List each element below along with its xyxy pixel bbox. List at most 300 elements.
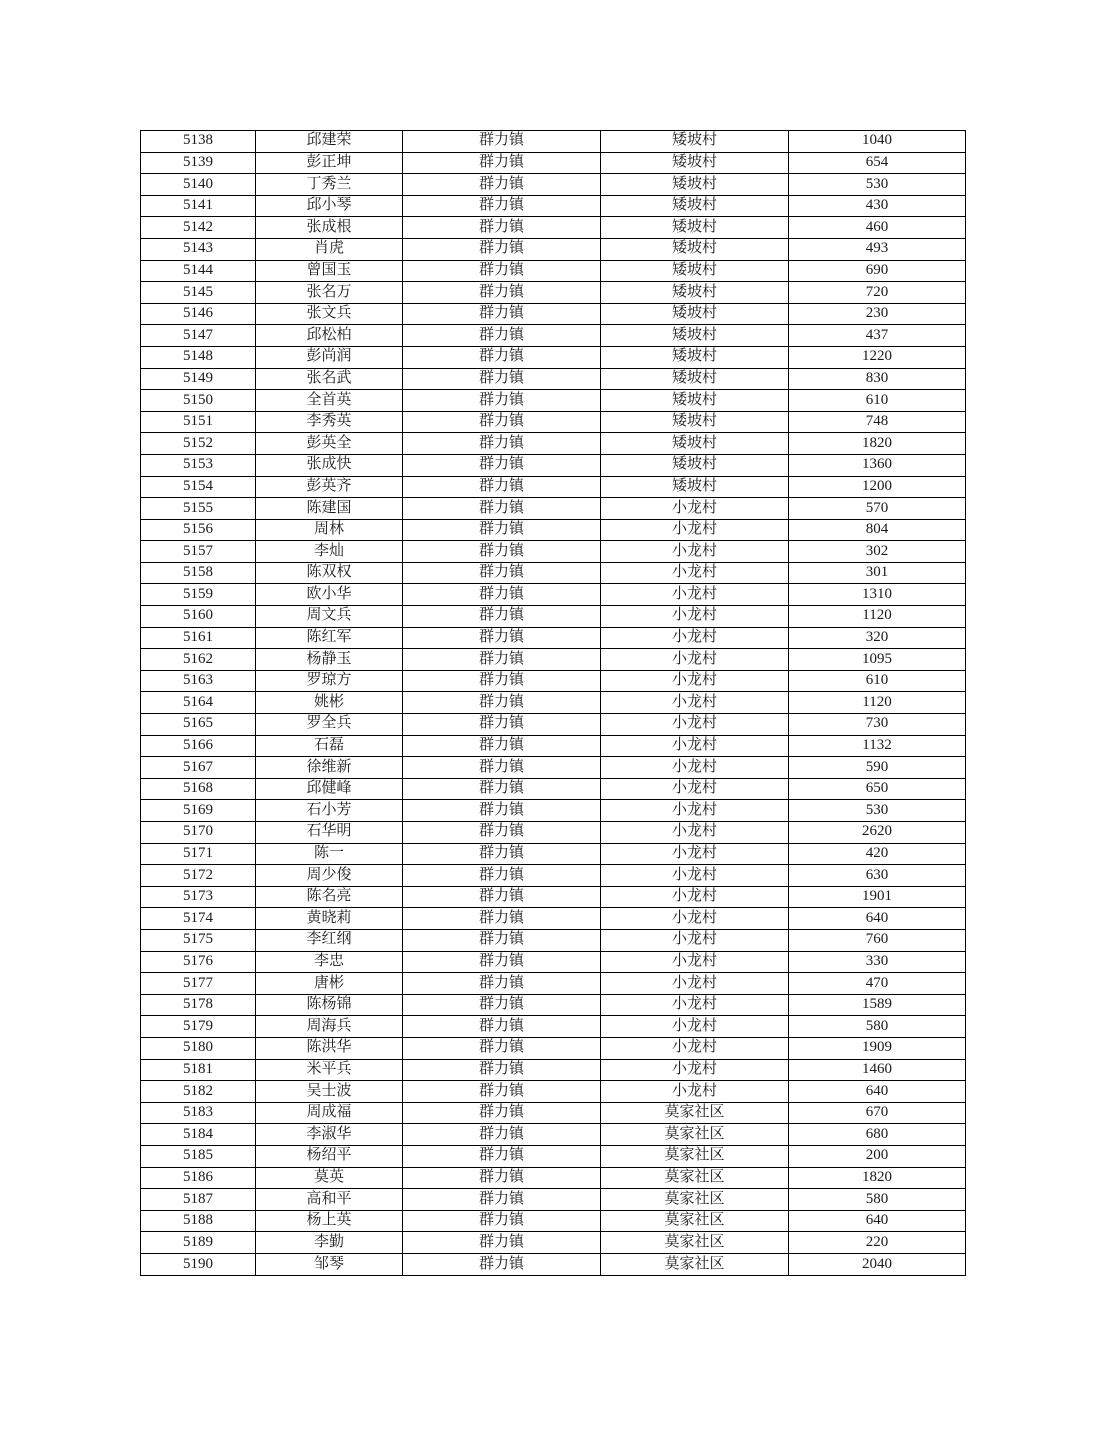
table-cell-village: 矮坡村 (601, 325, 789, 347)
table-cell-name: 曾国玉 (256, 260, 403, 282)
table-cell-amount: 2620 (789, 822, 966, 844)
table-row (141, 778, 966, 800)
table-cell-id: 5153 (141, 454, 256, 476)
table-cell-village: 莫家社区 (601, 1232, 789, 1254)
table-cell-name: 陈红军 (256, 627, 403, 649)
table-cell-name: 罗全兵 (256, 714, 403, 736)
table-cell-town: 群力镇 (403, 1016, 601, 1038)
table-cell-town: 群力镇 (403, 973, 601, 995)
table-cell-id: 5163 (141, 670, 256, 692)
table-row (141, 865, 966, 887)
table-cell-village: 矮坡村 (601, 390, 789, 412)
table-cell-id: 5169 (141, 800, 256, 822)
table-cell-amount: 1820 (789, 1167, 966, 1189)
table-cell-amount: 302 (789, 541, 966, 563)
table-cell-town: 群力镇 (403, 1253, 601, 1275)
table-cell-village: 小龙村 (601, 886, 789, 908)
table-row (141, 1189, 966, 1211)
table-cell-name: 杨绍平 (256, 1145, 403, 1167)
table-cell-town: 群力镇 (403, 886, 601, 908)
table-cell-town: 群力镇 (403, 1167, 601, 1189)
table-row (141, 562, 966, 584)
table-cell-id: 5189 (141, 1232, 256, 1254)
table-cell-amount: 1310 (789, 584, 966, 606)
table-cell-town: 群力镇 (403, 238, 601, 260)
table-cell-id: 5159 (141, 584, 256, 606)
table-cell-town: 群力镇 (403, 1145, 601, 1167)
table-cell-village: 小龙村 (601, 735, 789, 757)
table-cell-name: 陈杨锦 (256, 994, 403, 1016)
table-cell-name: 周少俊 (256, 865, 403, 887)
table-cell-name: 周海兵 (256, 1016, 403, 1038)
table-cell-id: 5186 (141, 1167, 256, 1189)
table-cell-town: 群力镇 (403, 1210, 601, 1232)
table-cell-village: 小龙村 (601, 929, 789, 951)
table-cell-amount: 640 (789, 908, 966, 930)
table-row (141, 1037, 966, 1059)
table-cell-amount: 670 (789, 1102, 966, 1124)
table-cell-id: 5160 (141, 606, 256, 628)
table-cell-village: 莫家社区 (601, 1189, 789, 1211)
table-cell-village: 小龙村 (601, 692, 789, 714)
table-cell-village: 小龙村 (601, 627, 789, 649)
table-cell-village: 小龙村 (601, 994, 789, 1016)
table-cell-name: 周成福 (256, 1102, 403, 1124)
table-row (141, 152, 966, 174)
document-sheet (140, 130, 965, 1276)
table-cell-id: 5149 (141, 368, 256, 390)
table-cell-name: 全首英 (256, 390, 403, 412)
table-cell-amount: 1220 (789, 346, 966, 368)
table-cell-amount: 1040 (789, 131, 966, 153)
table-cell-village: 莫家社区 (601, 1124, 789, 1146)
table-cell-village: 矮坡村 (601, 454, 789, 476)
table-cell-amount: 610 (789, 390, 966, 412)
table-cell-id: 5179 (141, 1016, 256, 1038)
table-row (141, 476, 966, 498)
table-cell-name: 张名武 (256, 368, 403, 390)
table-row (141, 1102, 966, 1124)
table-cell-town: 群力镇 (403, 562, 601, 584)
table-cell-amount: 200 (789, 1145, 966, 1167)
table-cell-name: 彭英全 (256, 433, 403, 455)
table-row (141, 303, 966, 325)
table-cell-village: 矮坡村 (601, 217, 789, 239)
table-cell-name: 张成根 (256, 217, 403, 239)
table-cell-name: 张文兵 (256, 303, 403, 325)
table-cell-town: 群力镇 (403, 174, 601, 196)
table-row (141, 951, 966, 973)
table-cell-id: 5154 (141, 476, 256, 498)
table-cell-id: 5147 (141, 325, 256, 347)
table-cell-id: 5181 (141, 1059, 256, 1081)
table-cell-id: 5138 (141, 131, 256, 153)
table-cell-town: 群力镇 (403, 822, 601, 844)
table-cell-village: 莫家社区 (601, 1210, 789, 1232)
table-cell-id: 5161 (141, 627, 256, 649)
table-cell-name: 邱健峰 (256, 778, 403, 800)
table-row (141, 670, 966, 692)
table-cell-id: 5139 (141, 152, 256, 174)
table-cell-amount: 1589 (789, 994, 966, 1016)
table-cell-village: 小龙村 (601, 714, 789, 736)
table-cell-village: 莫家社区 (601, 1253, 789, 1275)
table-row (141, 195, 966, 217)
table-cell-name: 李勤 (256, 1232, 403, 1254)
table-cell-id: 5157 (141, 541, 256, 563)
table-cell-id: 5140 (141, 174, 256, 196)
table-cell-name: 丁秀兰 (256, 174, 403, 196)
table-cell-town: 群力镇 (403, 1189, 601, 1211)
table-cell-town: 群力镇 (403, 951, 601, 973)
table-cell-town: 群力镇 (403, 865, 601, 887)
table-cell-village: 小龙村 (601, 584, 789, 606)
table-cell-id: 5143 (141, 238, 256, 260)
table-row (141, 368, 966, 390)
table-cell-village: 小龙村 (601, 498, 789, 520)
table-cell-amount: 530 (789, 174, 966, 196)
table-cell-name: 石小芳 (256, 800, 403, 822)
table-cell-id: 5171 (141, 843, 256, 865)
table-row (141, 433, 966, 455)
table-cell-village: 小龙村 (601, 865, 789, 887)
table-cell-town: 群力镇 (403, 411, 601, 433)
table-cell-id: 5170 (141, 822, 256, 844)
table-cell-id: 5141 (141, 195, 256, 217)
table-cell-village: 矮坡村 (601, 174, 789, 196)
table-cell-name: 唐彬 (256, 973, 403, 995)
table-cell-amount: 437 (789, 325, 966, 347)
table-row (141, 843, 966, 865)
table-row (141, 260, 966, 282)
table-cell-name: 张名万 (256, 282, 403, 304)
table-cell-name: 彭尚润 (256, 346, 403, 368)
table-cell-name: 姚彬 (256, 692, 403, 714)
table-cell-town: 群力镇 (403, 606, 601, 628)
table-cell-id: 5187 (141, 1189, 256, 1211)
table-cell-name: 李红纲 (256, 929, 403, 951)
table-cell-village: 矮坡村 (601, 476, 789, 498)
table-cell-name: 陈洪华 (256, 1037, 403, 1059)
table-cell-amount: 1360 (789, 454, 966, 476)
table-cell-name: 杨上英 (256, 1210, 403, 1232)
table-cell-name: 陈一 (256, 843, 403, 865)
table-cell-amount: 730 (789, 714, 966, 736)
table-row (141, 1167, 966, 1189)
table-cell-amount: 580 (789, 1189, 966, 1211)
table-cell-amount: 1901 (789, 886, 966, 908)
table-row (141, 1210, 966, 1232)
table-cell-amount: 650 (789, 778, 966, 800)
table-cell-id: 5150 (141, 390, 256, 412)
table-cell-name: 李淑华 (256, 1124, 403, 1146)
data-table (140, 130, 966, 1276)
table-cell-amount: 640 (789, 1081, 966, 1103)
table-cell-id: 5172 (141, 865, 256, 887)
table-cell-village: 小龙村 (601, 1037, 789, 1059)
table-cell-amount: 1200 (789, 476, 966, 498)
table-row (141, 800, 966, 822)
table-cell-town: 群力镇 (403, 735, 601, 757)
table-cell-amount: 830 (789, 368, 966, 390)
table-cell-name: 肖虎 (256, 238, 403, 260)
table-row (141, 692, 966, 714)
table-cell-amount: 220 (789, 1232, 966, 1254)
table-cell-town: 群力镇 (403, 994, 601, 1016)
table-row (141, 541, 966, 563)
table-cell-town: 群力镇 (403, 843, 601, 865)
table-cell-village: 矮坡村 (601, 411, 789, 433)
table-cell-amount: 804 (789, 519, 966, 541)
table-cell-town: 群力镇 (403, 433, 601, 455)
table-cell-amount: 420 (789, 843, 966, 865)
table-cell-town: 群力镇 (403, 346, 601, 368)
table-cell-amount: 748 (789, 411, 966, 433)
table-cell-village: 矮坡村 (601, 282, 789, 304)
table-cell-village: 小龙村 (601, 1016, 789, 1038)
table-cell-amount: 654 (789, 152, 966, 174)
table-cell-town: 群力镇 (403, 282, 601, 304)
table-cell-town: 群力镇 (403, 692, 601, 714)
table-cell-village: 小龙村 (601, 1059, 789, 1081)
table-cell-id: 5185 (141, 1145, 256, 1167)
table-cell-amount: 760 (789, 929, 966, 951)
table-cell-village: 小龙村 (601, 649, 789, 671)
table-cell-name: 徐维新 (256, 757, 403, 779)
table-row (141, 282, 966, 304)
table-cell-id: 5182 (141, 1081, 256, 1103)
table-cell-amount: 680 (789, 1124, 966, 1146)
table-cell-name: 彭正坤 (256, 152, 403, 174)
table-cell-name: 邱小琴 (256, 195, 403, 217)
table-cell-town: 群力镇 (403, 368, 601, 390)
table-cell-town: 群力镇 (403, 325, 601, 347)
table-cell-amount: 460 (789, 217, 966, 239)
table-cell-name: 李灿 (256, 541, 403, 563)
table-row (141, 584, 966, 606)
table-cell-village: 小龙村 (601, 800, 789, 822)
table-row (141, 390, 966, 412)
table-cell-name: 莫英 (256, 1167, 403, 1189)
table-cell-id: 5174 (141, 908, 256, 930)
table-cell-village: 莫家社区 (601, 1167, 789, 1189)
table-cell-id: 5188 (141, 1210, 256, 1232)
table-cell-name: 陈双权 (256, 562, 403, 584)
table-cell-town: 群力镇 (403, 649, 601, 671)
table-cell-amount: 1820 (789, 433, 966, 455)
table-row (141, 1253, 966, 1275)
table-cell-id: 5158 (141, 562, 256, 584)
table-cell-amount: 570 (789, 498, 966, 520)
table-row (141, 714, 966, 736)
table-cell-town: 群力镇 (403, 1037, 601, 1059)
table-row (141, 519, 966, 541)
table-cell-town: 群力镇 (403, 908, 601, 930)
table-cell-amount: 1909 (789, 1037, 966, 1059)
table-cell-id: 5144 (141, 260, 256, 282)
table-cell-name: 杨静玉 (256, 649, 403, 671)
table-cell-id: 5145 (141, 282, 256, 304)
table-cell-town: 群力镇 (403, 303, 601, 325)
table-cell-name: 黄晓莉 (256, 908, 403, 930)
table-cell-name: 张成快 (256, 454, 403, 476)
table-row (141, 498, 966, 520)
table-row (141, 994, 966, 1016)
table-cell-name: 李忠 (256, 951, 403, 973)
table-cell-id: 5168 (141, 778, 256, 800)
table-row (141, 929, 966, 951)
table-cell-village: 矮坡村 (601, 433, 789, 455)
table-cell-id: 5167 (141, 757, 256, 779)
table-row (141, 346, 966, 368)
table-cell-amount: 320 (789, 627, 966, 649)
table-row (141, 908, 966, 930)
table-row (141, 411, 966, 433)
table-cell-village: 小龙村 (601, 843, 789, 865)
table-cell-name: 石华明 (256, 822, 403, 844)
table-cell-amount: 530 (789, 800, 966, 822)
table-cell-town: 群力镇 (403, 757, 601, 779)
table-cell-village: 矮坡村 (601, 303, 789, 325)
table-row (141, 217, 966, 239)
table-cell-town: 群力镇 (403, 195, 601, 217)
table-cell-village: 矮坡村 (601, 368, 789, 390)
table-body (141, 131, 966, 1276)
table-cell-id: 5151 (141, 411, 256, 433)
table-cell-amount: 1132 (789, 735, 966, 757)
table-cell-amount: 301 (789, 562, 966, 584)
table-cell-name: 米平兵 (256, 1059, 403, 1081)
table-cell-village: 小龙村 (601, 541, 789, 563)
table-cell-amount: 230 (789, 303, 966, 325)
table-cell-town: 群力镇 (403, 670, 601, 692)
table-cell-town: 群力镇 (403, 390, 601, 412)
table-cell-id: 5165 (141, 714, 256, 736)
table-cell-amount: 590 (789, 757, 966, 779)
table-cell-town: 群力镇 (403, 1124, 601, 1146)
table-cell-name: 周文兵 (256, 606, 403, 628)
table-cell-amount: 690 (789, 260, 966, 282)
table-cell-amount: 493 (789, 238, 966, 260)
table-cell-village: 小龙村 (601, 1081, 789, 1103)
table-cell-amount: 640 (789, 1210, 966, 1232)
table-cell-town: 群力镇 (403, 800, 601, 822)
table-cell-town: 群力镇 (403, 1081, 601, 1103)
table-row (141, 1016, 966, 1038)
table-cell-village: 小龙村 (601, 670, 789, 692)
table-cell-id: 5142 (141, 217, 256, 239)
table-cell-village: 莫家社区 (601, 1102, 789, 1124)
table-cell-id: 5178 (141, 994, 256, 1016)
table-cell-id: 5146 (141, 303, 256, 325)
table-cell-name: 罗琼方 (256, 670, 403, 692)
table-cell-name: 陈名亮 (256, 886, 403, 908)
table-cell-village: 矮坡村 (601, 195, 789, 217)
table-cell-name: 邹琴 (256, 1253, 403, 1275)
table-cell-id: 5183 (141, 1102, 256, 1124)
table-cell-id: 5162 (141, 649, 256, 671)
table-cell-id: 5190 (141, 1253, 256, 1275)
table-cell-id: 5155 (141, 498, 256, 520)
table-row (141, 1081, 966, 1103)
table-row (141, 1145, 966, 1167)
table-row (141, 1124, 966, 1146)
table-cell-village: 小龙村 (601, 908, 789, 930)
table-cell-town: 群力镇 (403, 454, 601, 476)
table-cell-village: 矮坡村 (601, 152, 789, 174)
table-cell-town: 群力镇 (403, 498, 601, 520)
table-row (141, 649, 966, 671)
table-cell-id: 5166 (141, 735, 256, 757)
table-row (141, 627, 966, 649)
table-row (141, 1232, 966, 1254)
table-cell-village: 小龙村 (601, 562, 789, 584)
table-cell-amount: 330 (789, 951, 966, 973)
table-cell-village: 小龙村 (601, 519, 789, 541)
table-cell-amount: 580 (789, 1016, 966, 1038)
table-cell-name: 邱建荣 (256, 131, 403, 153)
table-row (141, 757, 966, 779)
table-row (141, 131, 966, 153)
table-cell-id: 5156 (141, 519, 256, 541)
table-cell-town: 群力镇 (403, 627, 601, 649)
table-cell-town: 群力镇 (403, 584, 601, 606)
table-cell-id: 5176 (141, 951, 256, 973)
table-cell-town: 群力镇 (403, 476, 601, 498)
table-row (141, 1059, 966, 1081)
table-cell-village: 矮坡村 (601, 260, 789, 282)
table-cell-name: 陈建国 (256, 498, 403, 520)
table-cell-amount: 720 (789, 282, 966, 304)
table-cell-village: 小龙村 (601, 973, 789, 995)
table-cell-amount: 430 (789, 195, 966, 217)
table-cell-town: 群力镇 (403, 260, 601, 282)
table-cell-village: 小龙村 (601, 606, 789, 628)
table-cell-town: 群力镇 (403, 778, 601, 800)
table-cell-amount: 470 (789, 973, 966, 995)
table-cell-id: 5173 (141, 886, 256, 908)
table-cell-town: 群力镇 (403, 519, 601, 541)
table-cell-id: 5184 (141, 1124, 256, 1146)
table-cell-town: 群力镇 (403, 131, 601, 153)
table-row (141, 735, 966, 757)
table-cell-amount: 610 (789, 670, 966, 692)
table-cell-amount: 630 (789, 865, 966, 887)
table-cell-id: 5152 (141, 433, 256, 455)
table-cell-town: 群力镇 (403, 217, 601, 239)
table-cell-amount: 1120 (789, 692, 966, 714)
table-row (141, 822, 966, 844)
table-cell-amount: 1460 (789, 1059, 966, 1081)
table-cell-village: 小龙村 (601, 778, 789, 800)
table-cell-village: 矮坡村 (601, 131, 789, 153)
table-row (141, 973, 966, 995)
table-row (141, 606, 966, 628)
table-cell-village: 莫家社区 (601, 1145, 789, 1167)
table-cell-id: 5164 (141, 692, 256, 714)
table-cell-village: 矮坡村 (601, 238, 789, 260)
table-cell-town: 群力镇 (403, 714, 601, 736)
table-cell-village: 小龙村 (601, 822, 789, 844)
table-cell-town: 群力镇 (403, 929, 601, 951)
table-cell-id: 5148 (141, 346, 256, 368)
table-cell-name: 邱松柏 (256, 325, 403, 347)
table-cell-id: 5175 (141, 929, 256, 951)
table-row (141, 325, 966, 347)
table-row (141, 454, 966, 476)
table-cell-town: 群力镇 (403, 152, 601, 174)
table-cell-town: 群力镇 (403, 1232, 601, 1254)
